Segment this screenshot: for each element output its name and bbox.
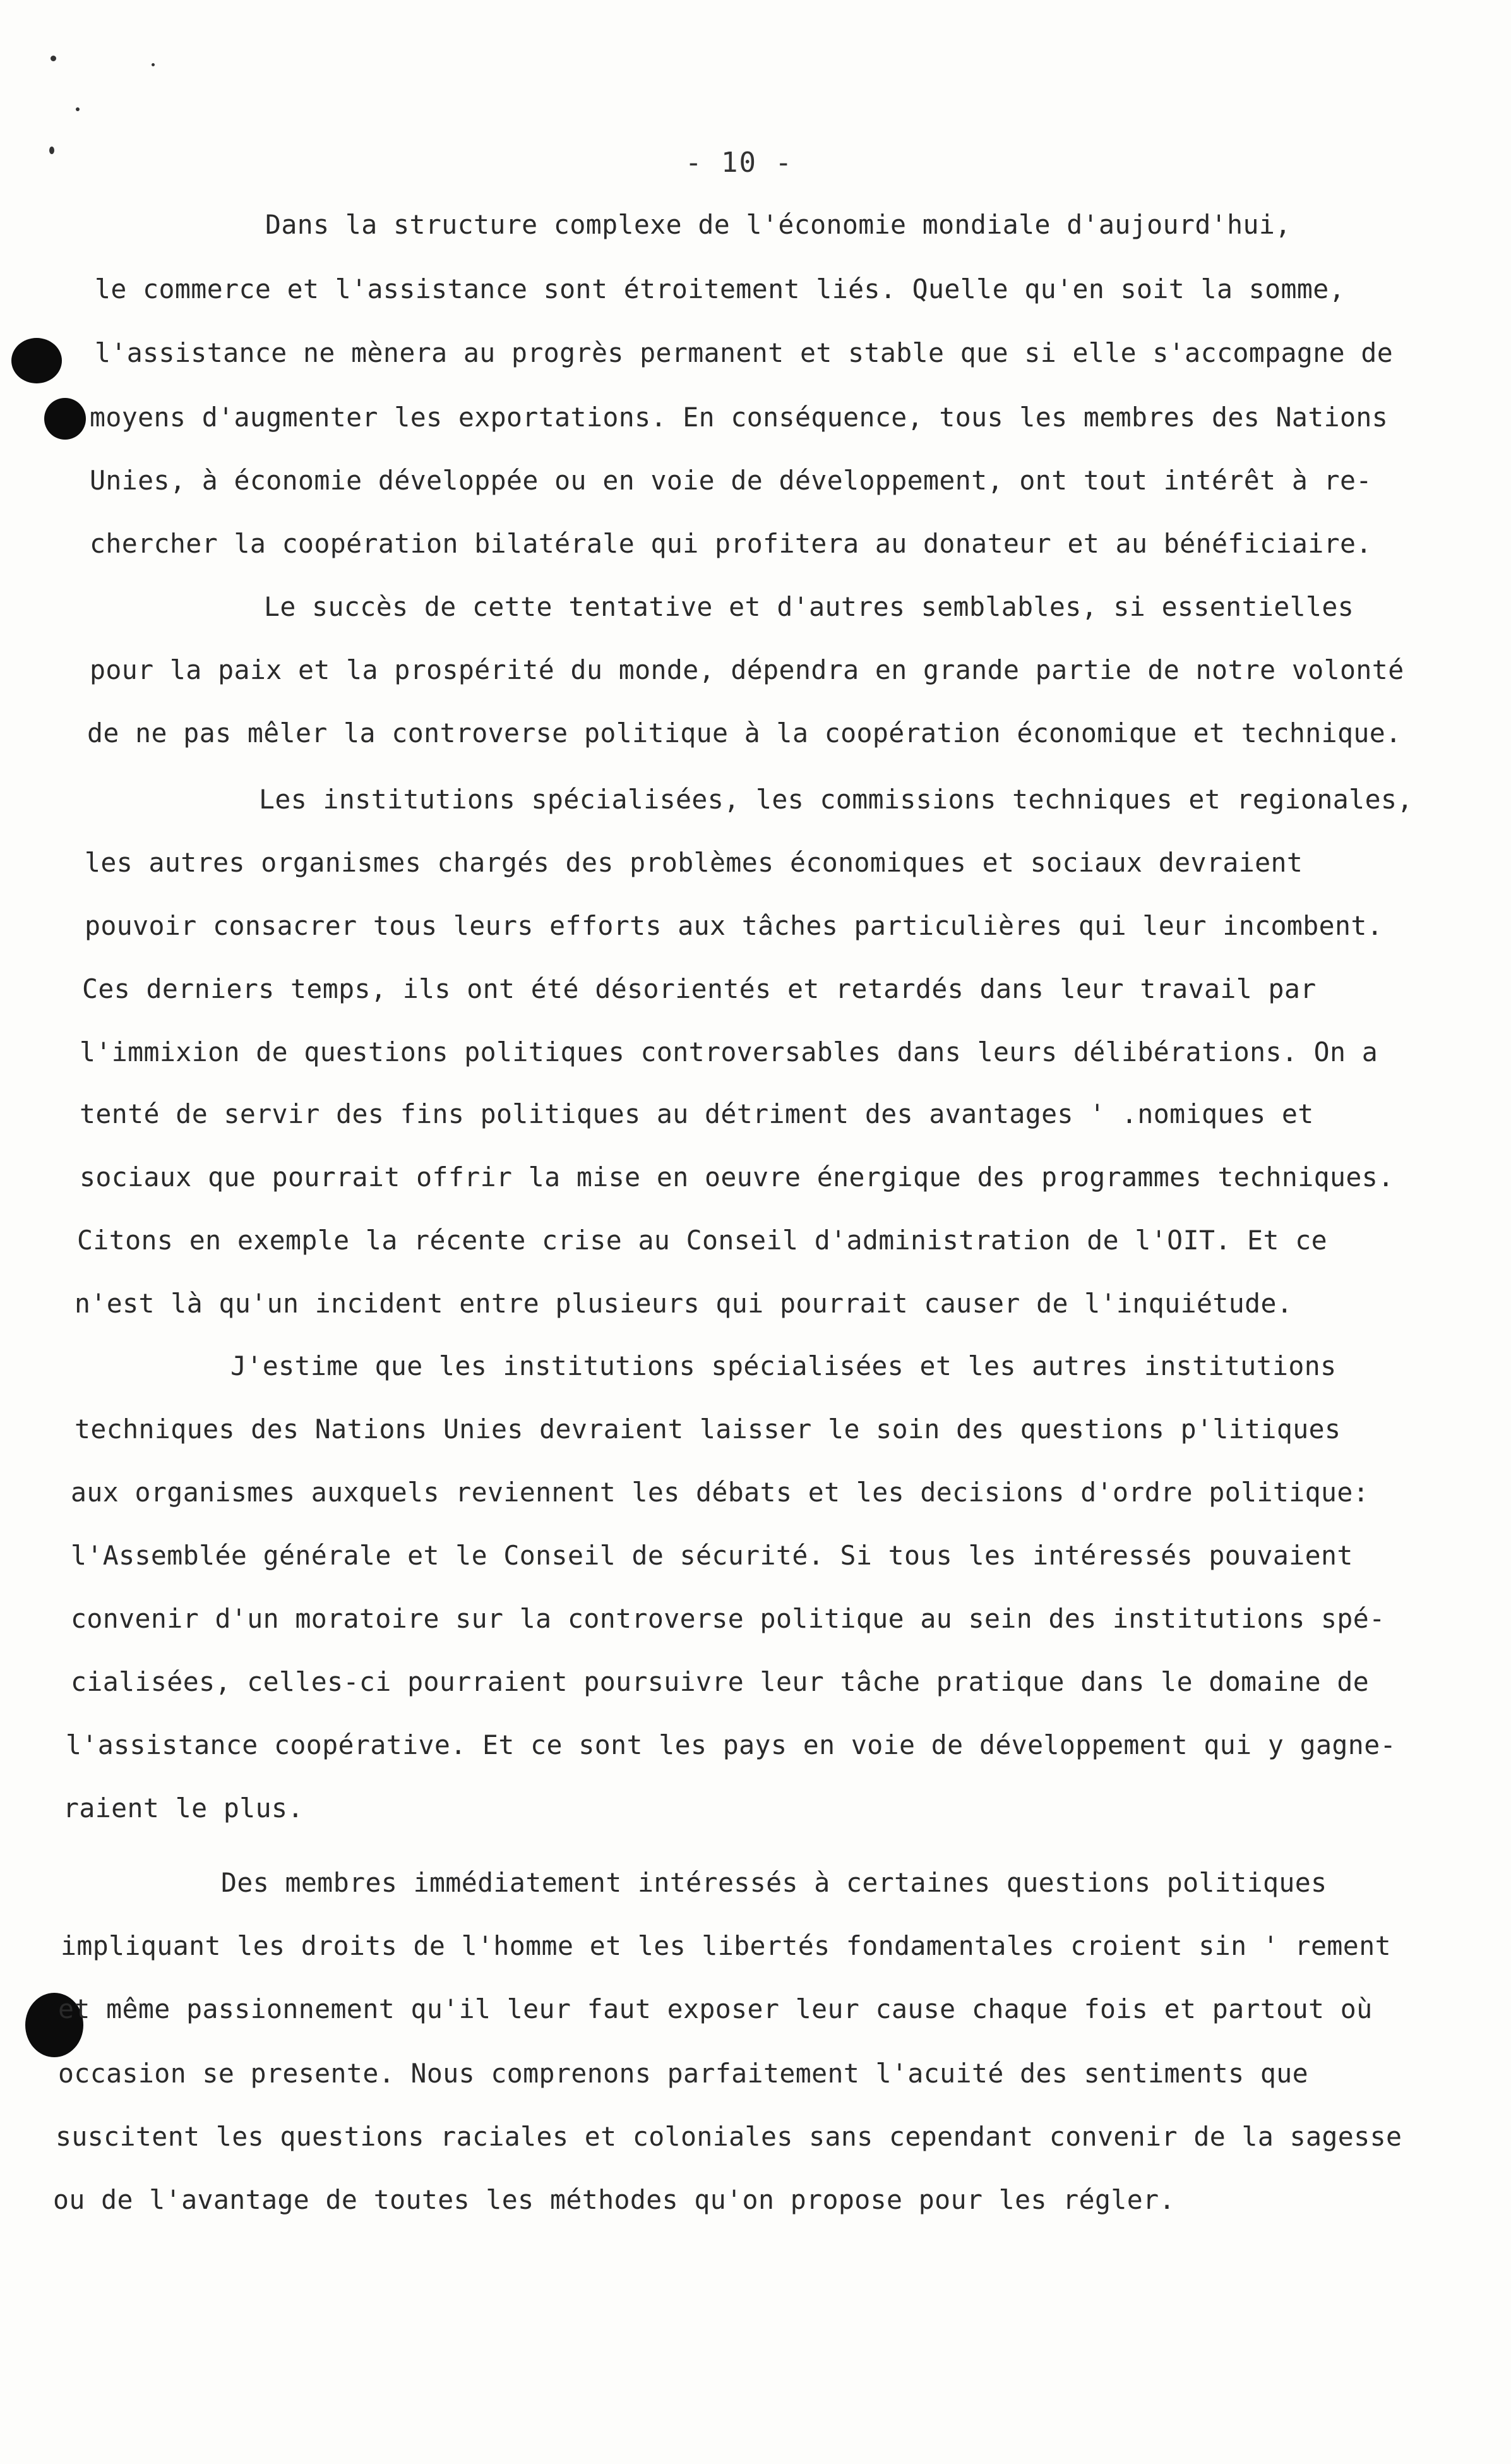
text-line: ou de l'avantage de toutes les méthodes qu'on propose pour les régler. [53,2184,1175,2215]
text-line: Unies, à économie développée ou en voie de développement, ont tout intérêt à re- [90,465,1372,496]
text-line: J'estime que les institutions spécialisées et les autres institutions [230,1350,1337,1381]
text-line: Des membres immédiatement intéressés à certaines questions politiques [221,1867,1327,1898]
binder-hole-second [44,398,86,440]
text-line: pour la paix et la prospérité du monde, dépendra en grande partie de notre volonté [90,654,1404,685]
text-line: Citons en exemple la récente crise au Conseil d'administration de l'OIT. Et ce [77,1225,1328,1256]
text-line: le commerce et l'assistance sont étroitement liés. Quelle qu'en soit la somme, [95,273,1346,304]
text-line: suscitent les questions raciales et coloniales sans cependant convenir de la sagesse [56,2121,1402,2152]
page-number: - 10 - [685,147,793,179]
text-line: Ces derniers temps, ils ont été désorientés et retardés dans leur travail par [82,973,1317,1004]
paper-speck [76,107,80,111]
text-line: de ne pas mêler la controverse politique à la coopération économique et technique. [87,718,1402,748]
text-line: convenir d'un moratoire sur la controverse politique au sein des institutions spé- [71,1603,1385,1634]
text-line: chercher la coopération bilatérale qui profitera au donateur et au bénéficiaire. [90,528,1372,559]
binder-hole-top [11,338,62,383]
text-line: n'est là qu'un incident entre plusieurs qui pourrait causer de l'inquiétude. [75,1288,1293,1319]
text-line: Dans la structure complexe de l'économie mondiale d'aujourd'hui, [265,209,1291,240]
text-line: l'assistance ne mènera au progrès permanent et stable que si elle s'accompagne de [95,337,1394,368]
text-line: moyens d'augmenter les exportations. En conséquence, tous les membres des Nations [90,402,1389,433]
text-line: occasion se presente. Nous comprenons parfaitement l'acuité des sentiments que [58,2058,1309,2089]
text-line: et même passionnement qu'il leur faut exposer leur cause chaque fois et partout où [58,1993,1373,2024]
text-line: aux organismes auxquels reviennent les débats et les decisions d'ordre politique: [71,1477,1370,1508]
text-line: techniques des Nations Unies devraient laisser le soin des questions p'litiques [75,1414,1341,1445]
text-line: pouvoir consacrer tous leurs efforts aux tâches particulières qui leur incombent. [85,910,1383,941]
text-line: cialisées, celles-ci pourraient poursuivre leur tâche pratique dans le domaine de [71,1666,1370,1697]
text-line: raient le plus. [63,1793,304,1824]
text-line: sociaux que pourrait offrir la mise en oeuvre énergique des programmes techniques. [80,1162,1394,1193]
text-line: Le succès de cette tentative et d'autres semblables, si essentielles [264,591,1354,622]
text-line: Les institutions spécialisées, les commissions techniques et regionales, [259,784,1413,815]
text-line: l'immixion de questions politiques controversables dans leurs délibérations. On a [80,1037,1378,1067]
text-line: l'Assemblée générale et le Conseil de sécurité. Si tous les intéressés pouvaient [71,1540,1353,1571]
paper-speck [49,147,54,154]
paper-speck [152,63,155,66]
text-line: les autres organismes chargés des problèmes économiques et sociaux devraient [85,847,1303,878]
text-line: tenté de servir des fins politiques au détriment des avantages ' .nomiques et [80,1098,1314,1129]
text-line: impliquant les droits de l'homme et les libertés fondamentales croient sin ' rement [61,1930,1391,1961]
paper-speck [51,56,56,61]
text-line: l'assistance coopérative. Et ce sont les pays en voie de développement qui y gagne- [66,1729,1396,1760]
